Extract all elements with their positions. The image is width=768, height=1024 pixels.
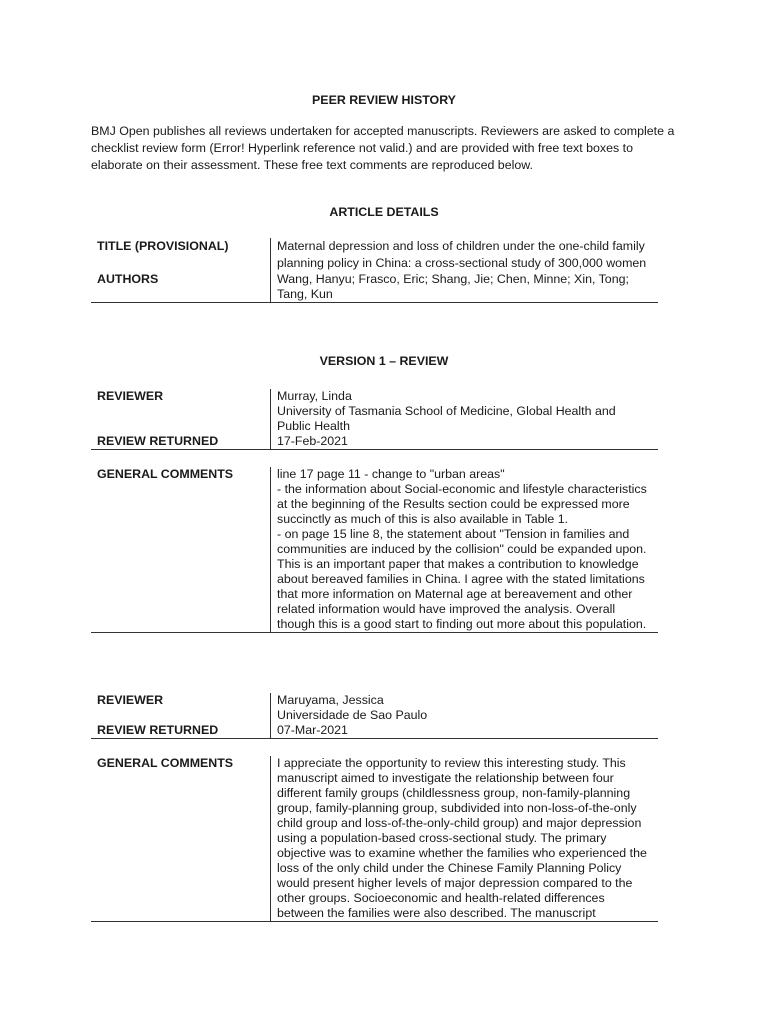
- reviewer-1-table: [91, 389, 658, 450]
- review-returned-date: 07-Mar-2021: [271, 723, 659, 739]
- authors-label: AUTHORS: [91, 272, 271, 303]
- article-details-table: [91, 238, 658, 303]
- authors-value: Wang, Hanyu; Frasco, Eric; Shang, Jie; Chen, Minne; Xin, Tong; Tang, Kun: [271, 272, 659, 303]
- comment-line: - the information about Social-economic and lifestyle characteristics at the beginning of the Results section could be expressed more succinctly as much of this is also available in Table 1.: [277, 482, 647, 526]
- general-comments-2-table: [91, 756, 658, 922]
- reviewer-name: Maruyama, Jessica: [277, 693, 384, 707]
- comment-line: This is an important paper that makes a contribution to knowledge about bereaved families in China. I agree with the stated limitations that more information on Maternal age at bereavement and other related information would have improved the analysis. Overall though this is a good start to finding out more about this population.: [277, 557, 647, 631]
- comment-line: line 17 page 11 - change to "urban areas": [277, 467, 505, 481]
- reviewer-label: REVIEWER: [97, 693, 164, 707]
- general-comments-text: [271, 756, 659, 922]
- reviewer-affiliation: Universidade de Sao Paulo: [277, 708, 428, 722]
- review-returned-label: REVIEW RETURNED: [91, 723, 271, 739]
- general-comments-1-table: [91, 467, 658, 633]
- reviewer-2-table: [91, 693, 658, 739]
- reviewer-name: Murray, Linda: [277, 389, 352, 403]
- review-returned-label: REVIEW RETURNED: [91, 434, 271, 450]
- general-comments-label: GENERAL COMMENTS: [91, 756, 271, 922]
- comment-line: I appreciate the opportunity to review this interesting study. This manuscript aimed to investigate the relationship between four different family groups (childlessness group, non-family-planning group, family-planning group, subdivided into non-loss-of-the-only child group and loss-of-the-only-child group) and major depression using a population-based cross-sectional study. The primary objective was to examine whether the families who experienced the loss of the only child under the Chinese Family Planning Policy would present higher levels of major depression compared to the other groups. Socioeconomic and health-related differences between the families were also described. The manuscript: [277, 756, 647, 920]
- intro-paragraph: BMJ Open publishes all reviews undertaken for accepted manuscripts. Reviewers are asked to complete a checklist review form (Error! Hyperlink reference not valid.) and are provided with free text boxes to elaborate on their assessment. These free text comments are reproduced below.: [91, 124, 675, 172]
- version-heading: VERSION 1 – REVIEW: [319, 354, 449, 368]
- general-comments-text: [271, 467, 659, 633]
- article-details-heading: ARTICLE DETAILS: [329, 205, 439, 219]
- reviewer-label: REVIEWER: [97, 389, 164, 403]
- review-returned-date: 17-Feb-2021: [271, 434, 659, 450]
- page-title: PEER REVIEW HISTORY: [312, 93, 456, 107]
- comment-line: - on page 15 line 8, the statement about "Tension in families and communities are induced by the collision" could be expanded upon.: [277, 527, 647, 556]
- reviewer-affiliation: University of Tasmania School of Medicine, Global Health and Public Health: [277, 404, 616, 433]
- general-comments-label: GENERAL COMMENTS: [91, 467, 271, 633]
- title-label: TITLE (PROVISIONAL): [97, 239, 229, 253]
- title-value: Maternal depression and loss of children under the one-child family planning policy in China: a cross-sectional study of 300,000 women: [271, 238, 659, 272]
